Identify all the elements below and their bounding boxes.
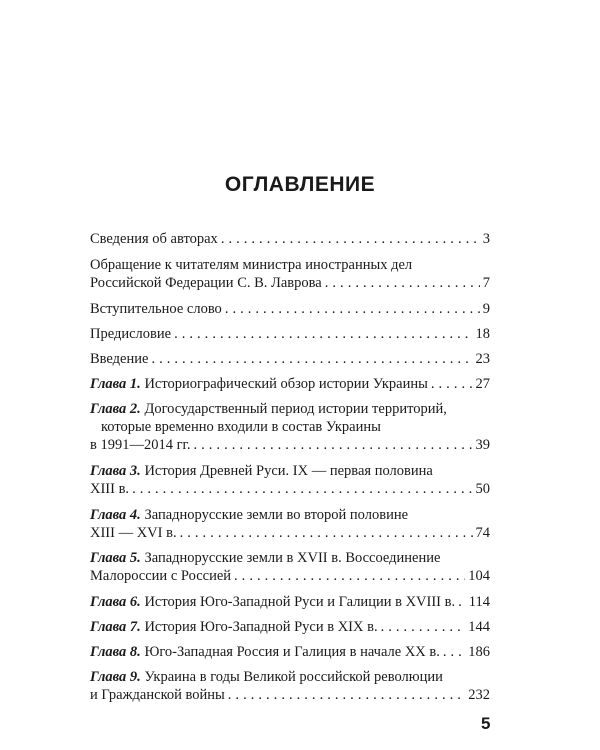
- entry-title: Юго-Западная Россия и Галиция в начале XX в.: [144, 644, 440, 660]
- entry-page-number: 114: [468, 594, 490, 610]
- entry-title-line: XIII — XVI в.: [90, 525, 177, 541]
- entry-page-number: 9: [482, 301, 490, 317]
- entry-title-line: в 1991—2014 гг.: [90, 437, 191, 453]
- chapter-label: Глава 8.: [90, 644, 141, 660]
- chapter-label: Глава 5.: [90, 550, 141, 566]
- toc-entry-address[interactable]: [90, 256, 490, 292]
- entry-page-number: 186: [468, 644, 490, 660]
- entry-page-number: 23: [475, 351, 490, 367]
- dot-leader: [234, 567, 465, 585]
- entry-page-number: 27: [475, 376, 490, 392]
- dot-leader: [431, 375, 473, 393]
- chapter-label: Глава 6.: [90, 594, 141, 610]
- dot-leader: [228, 686, 465, 704]
- entry-page-number: 39: [475, 437, 490, 453]
- entry-title: Историографический обзор истории Украины: [144, 376, 428, 392]
- dot-leader: [174, 325, 472, 343]
- dot-leader: [325, 274, 480, 292]
- toc-entry-chapter-5[interactable]: [90, 549, 490, 585]
- chapter-label: Глава 1.: [90, 376, 141, 392]
- entry-title-line: Западнорусские земли в XVII в. Воссоединение: [144, 550, 441, 566]
- dot-leader: [443, 643, 465, 661]
- entry-page-number: 144: [468, 619, 490, 635]
- entry-title-line: Обращение к читателям министра иностранных дел: [90, 257, 413, 273]
- entry-title: История Юго-Западной Руси и Галиции в XVIII в.: [144, 594, 456, 610]
- chapter-label: Глава 4.: [90, 507, 141, 523]
- toc-entry-chapter-8[interactable]: [90, 643, 490, 661]
- entry-title-line: Западнорусские земли во второй половине: [144, 507, 409, 523]
- entry-title-line: Малороссии с Россией: [90, 568, 232, 584]
- chapter-label: Глава 2.: [90, 401, 141, 417]
- entry-title-line: Российской Федерации С. В. Лаврова: [90, 275, 322, 291]
- entry-page-number: 74: [475, 525, 490, 541]
- entry-page-number: 104: [468, 568, 490, 584]
- entry-page-number: 50: [475, 481, 490, 497]
- entry-page-number: 18: [475, 326, 490, 342]
- dot-leader: [225, 300, 480, 318]
- entry-page-number: 232: [468, 687, 490, 703]
- entry-page-number: 7: [482, 275, 490, 291]
- toc-entry-chapter-7[interactable]: [90, 618, 490, 636]
- chapter-label: Глава 7.: [90, 619, 141, 635]
- dot-leader: [458, 593, 466, 611]
- entry-title-line: Украина в годы Великой российской революции: [144, 669, 443, 685]
- entry-title: История Юго-Западной Руси в XIX в.: [144, 619, 378, 635]
- page-number: 5: [481, 714, 491, 733]
- toc-entry-preface[interactable]: [90, 325, 490, 343]
- dot-leader: [221, 230, 480, 248]
- entry-title-line: XIII в.: [90, 481, 130, 497]
- entry-title: Предисловие: [90, 326, 172, 342]
- toc-entry-authors[interactable]: [90, 230, 490, 248]
- toc-entry-opening-word[interactable]: [90, 300, 490, 318]
- entry-title-line: Догосударственный период истории территорий,: [144, 401, 447, 417]
- chapter-label: Глава 3.: [90, 463, 141, 479]
- dot-leader: [132, 480, 472, 498]
- entry-title-line: и Гражданской войны: [90, 687, 225, 703]
- toc-entry-chapter-3[interactable]: [90, 462, 490, 498]
- dot-leader: [180, 524, 473, 542]
- entry-title: Сведения об авторах: [90, 231, 218, 247]
- dot-leader: [151, 350, 472, 368]
- toc-entry-chapter-6[interactable]: [90, 593, 490, 611]
- entry-title: Вступительное слово: [90, 301, 222, 317]
- toc-entry-chapter-1[interactable]: [90, 375, 490, 393]
- toc-entry-introduction[interactable]: [90, 350, 490, 368]
- chapter-label: Глава 9.: [90, 669, 141, 685]
- toc-entry-chapter-4[interactable]: [90, 506, 490, 542]
- toc-entry-chapter-9[interactable]: [90, 668, 490, 704]
- entry-title: Введение: [90, 351, 149, 367]
- toc-entry-chapter-2[interactable]: [90, 400, 490, 454]
- dot-leader: [193, 436, 472, 454]
- page-title: ОГЛАВЛЕНИЕ: [224, 173, 376, 196]
- entry-title-line: которые временно входили в состав Украины: [101, 419, 381, 435]
- dot-leader: [381, 618, 466, 636]
- entry-page-number: 3: [482, 231, 490, 247]
- entry-title-line: История Древней Руси. IX — первая половина: [144, 463, 433, 479]
